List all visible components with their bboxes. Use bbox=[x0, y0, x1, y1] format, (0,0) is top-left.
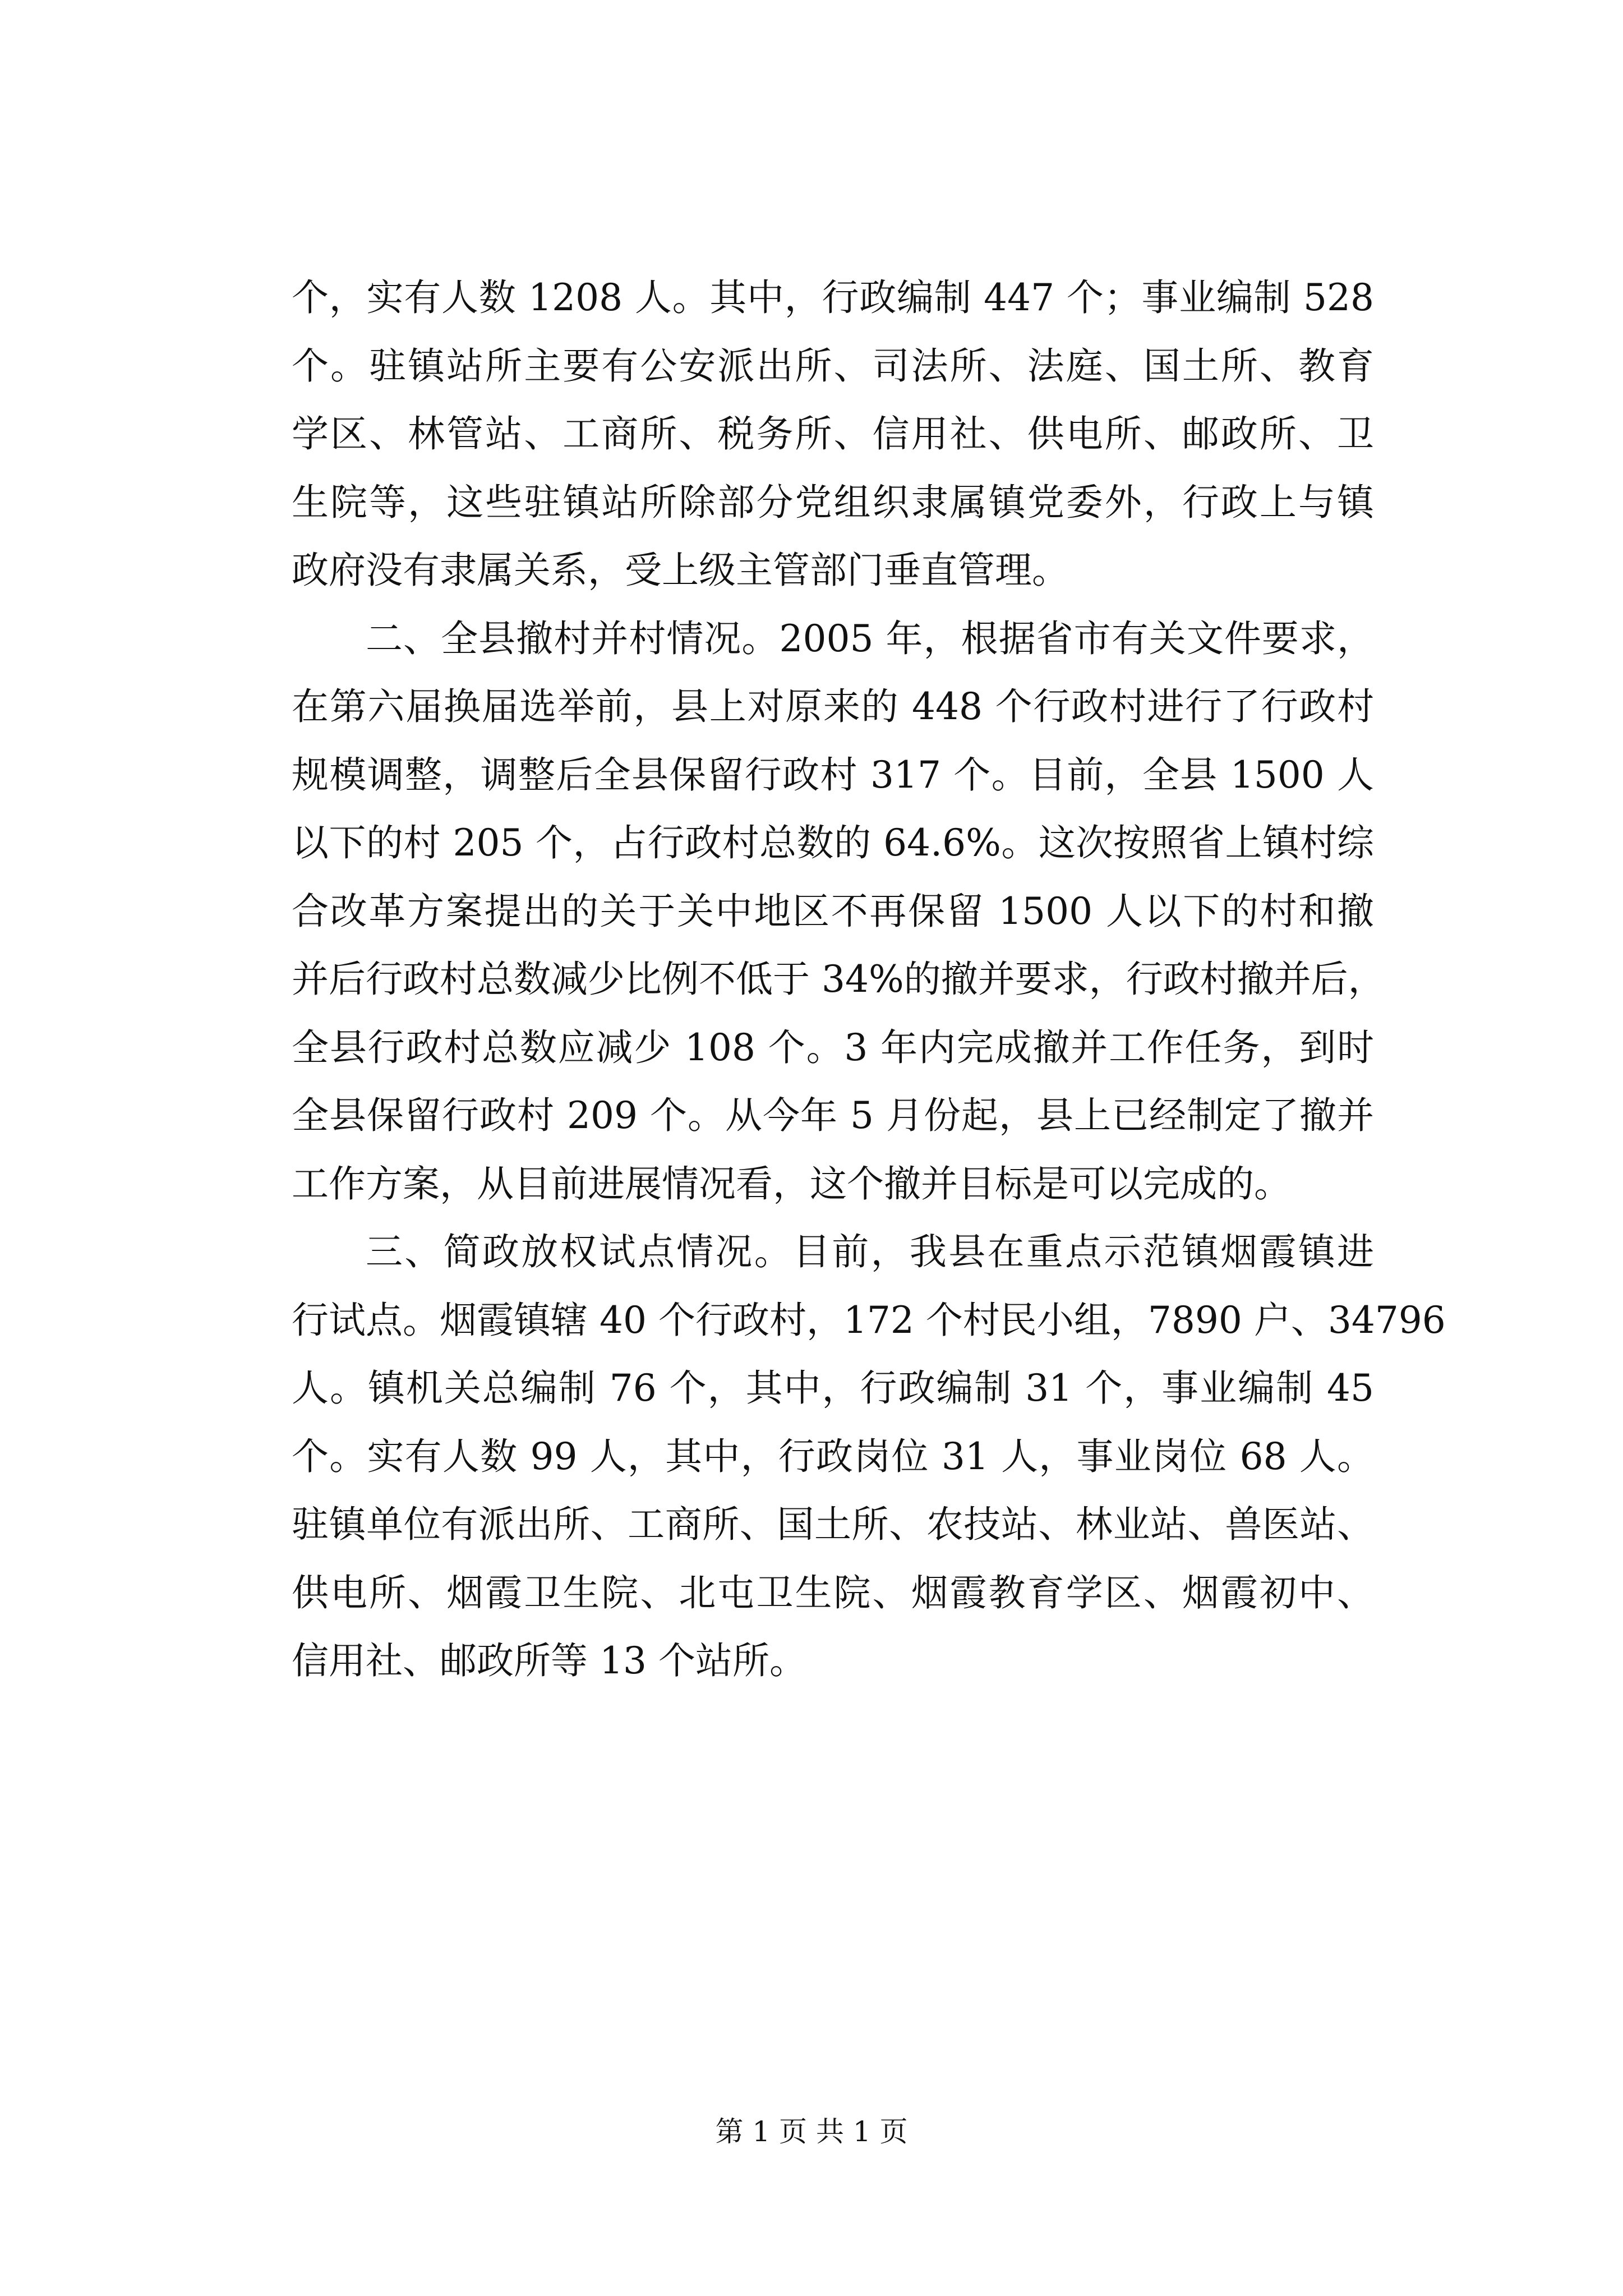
text-line: 并后行政村总数减少比例不低于 34%的撤并要求，行政村撤并后， bbox=[292, 958, 1385, 1001]
text-line: 行试点。烟霞镇辖 40 个行政村，172 个村民小组，7890 户、34796 bbox=[292, 1298, 1446, 1342]
text-line: 驻镇单位有派出所、工商所、国土所、农技站、林业站、兽医站、 bbox=[292, 1503, 1374, 1546]
text-line: 学区、林管站、工商所、税务所、信用社、供电所、邮政所、卫 bbox=[292, 412, 1374, 455]
page-number-footer: 第 1 页 共 1 页 bbox=[715, 2115, 908, 2148]
text-line: 个。实有人数 99 人，其中，行政岗位 31 人，事业岗位 68 人。 bbox=[292, 1434, 1374, 1478]
document-body bbox=[292, 264, 1446, 1695]
text-line: 信用社、邮政所等 13 个站所。 bbox=[292, 1639, 806, 1682]
text-line: 政府没有隶属关系，受上级主管部门垂直管理。 bbox=[292, 549, 1069, 592]
text-line: 工作方案，从目前进展情况看，这个撤并目标是可以完成的。 bbox=[292, 1162, 1291, 1205]
text-line: 个，实有人数 1208 人。其中，行政编制 447 个；事业编制 528 bbox=[292, 276, 1374, 319]
text-line: 以下的村 205 个，占行政村总数的 64.6%。这次按照省上镇村综 bbox=[292, 821, 1374, 864]
text-line: 供电所、烟霞卫生院、北屯卫生院、烟霞教育学区、烟霞初中、 bbox=[292, 1571, 1374, 1614]
text-line: 全县保留行政村 209 个。从今年 5 月份起，县上已经制定了撤并 bbox=[292, 1094, 1374, 1137]
text-line: 在第六届换届选举前，县上对原来的 448 个行政村进行了行政村 bbox=[292, 685, 1374, 728]
text-line: 人。镇机关总编制 76 个，其中，行政编制 31 个，事业编制 45 bbox=[292, 1366, 1374, 1410]
text-line: 规模调整，调整后全县保留行政村 317 个。目前，全县 1500 人 bbox=[292, 753, 1374, 797]
text-line: 生院等，这些驻镇站所除部分党组织隶属镇党委外，行政上与镇 bbox=[292, 480, 1374, 524]
paragraph-first-line: 二、全县撤村并村情况。2005 年，根据省市有关文件要求， bbox=[366, 616, 1374, 660]
text-line: 个。驻镇站所主要有公安派出所、司法所、法庭、国土所、教育 bbox=[292, 344, 1374, 388]
paragraph-first-line: 三、简政放权试点情况。目前，我县在重点示范镇烟霞镇进 bbox=[366, 1230, 1374, 1273]
text-line: 合改革方案提出的关于关中地区不再保留 1500 人以下的村和撤 bbox=[292, 889, 1374, 933]
text-line: 全县行政村总数应减少 108 个。3 年内完成撤并工作任务，到时 bbox=[292, 1025, 1374, 1069]
